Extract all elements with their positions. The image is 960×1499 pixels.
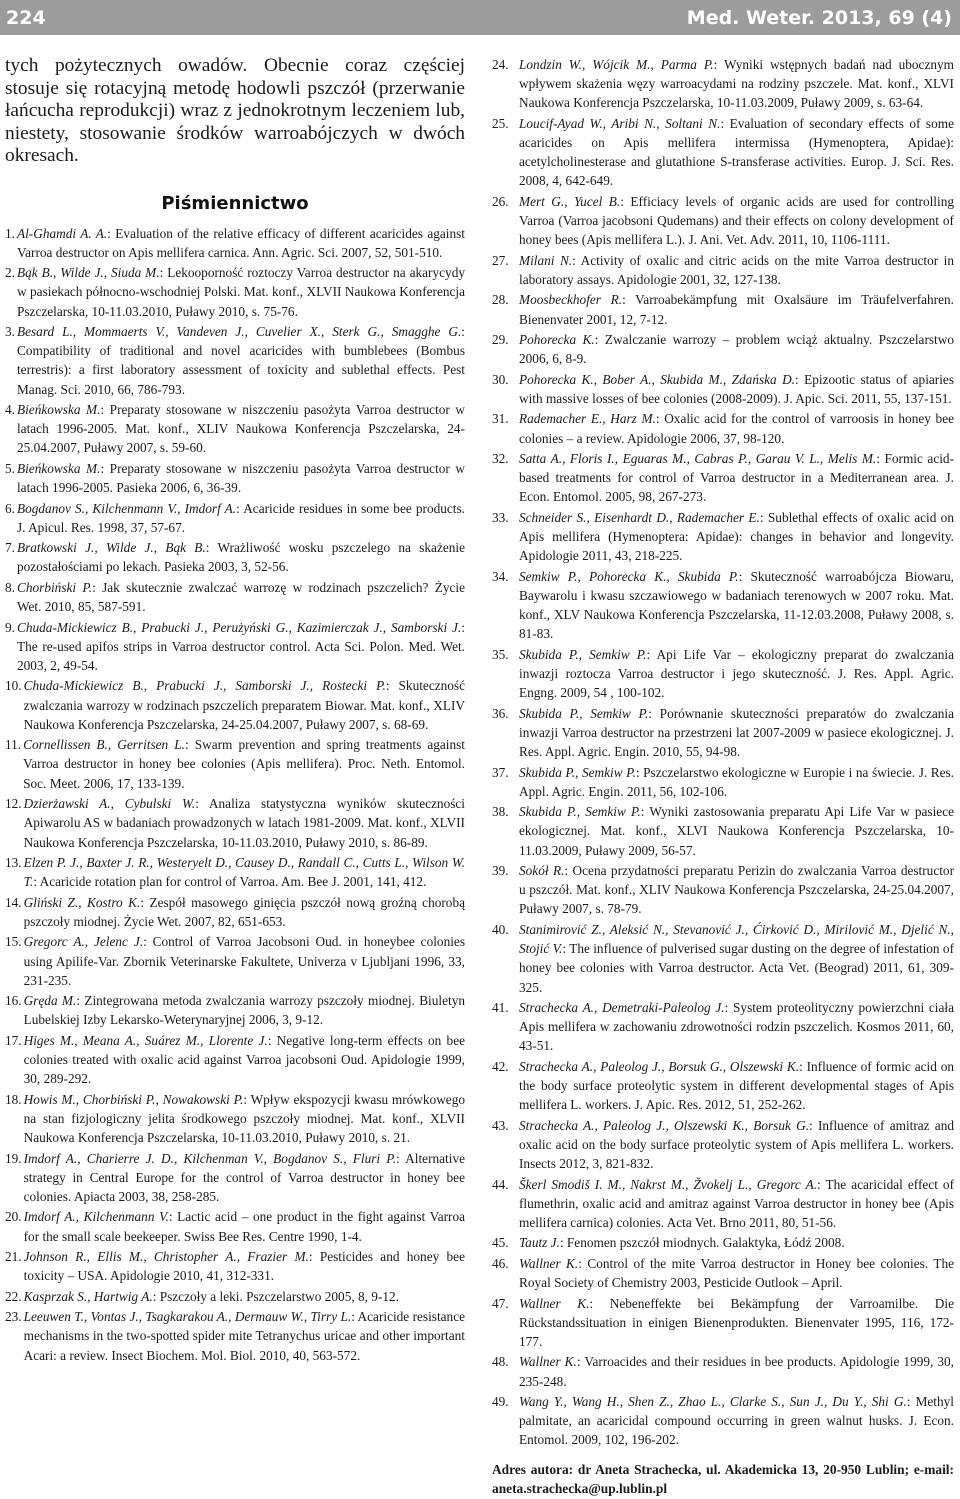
reference-text: : Zespół masowego ginięcia pszczół nową groźną chorobą pszczoły miodnej. Życie Wet. 2007, 82, 651-653. — [23, 894, 465, 929]
reference-authors: Moosbeckhofer R. — [519, 292, 623, 308]
reference-authors: Chuda-Mickiewicz B., Prabucki J., Perużyński G., Kazimierczak J., Samborski J. — [16, 619, 462, 635]
reference-number: 39. — [492, 863, 509, 879]
reference-number: 21. — [5, 1249, 22, 1265]
reference-body — [24, 1287, 465, 1306]
reference-text: : Wpływ ekspozycji kwasu mrówkowego na stan fizjologiczny jelita środkowego pszczoły miodnej. Mat. konf., XLVII Naukowa Konferencja Pszczelarska, 10-11.03.2010, Puławy 2010, s. 21. — [23, 1091, 466, 1146]
reference-text: : Formic acid-based treatments for control of Varroa destructor in a Mediterranean area. J. Econ. Entomol. 2005, 98, 267-273. — [519, 451, 955, 505]
reference-authors: Stanimirović Z., Aleksić N., Stevanović J., Ćirković D., Mirilović M., Djelić N., Stojić V. — [519, 921, 954, 957]
reference-item — [492, 1175, 954, 1233]
reference-body — [24, 794, 465, 852]
reference-item — [492, 409, 954, 447]
reference-authors: Rademacher E., Harz M. — [519, 411, 656, 427]
reference-list-right — [492, 55, 954, 1450]
reference-body — [519, 251, 954, 289]
reference-text: : Methyl palmitate, an acaricidal compound occurring in green walnut husks. J. Econ. Entomol. 2009, 102, 196-202. — [519, 1394, 954, 1448]
reference-authors: Bieńkowska M. — [16, 402, 101, 418]
reference-item — [5, 1247, 465, 1285]
reference-authors: Kasprzak S., Hartwig A. — [23, 1288, 153, 1304]
reference-body — [519, 645, 954, 703]
reference-authors: Wang Y., Wang H., Shen Z., Zhao L., Clarke S., Sun J., Du Y., Shi G. — [519, 1394, 907, 1410]
reference-authors: Bieńkowska M. — [16, 460, 101, 476]
reference-body — [519, 1116, 954, 1174]
reference-text: : Porównanie skuteczności preparatów do zwalczania inwazji Varroa destructor na przestrzeni lat 2007-2009 w pasiece ekologicznej. J. Res. Appl. Agric. Engin. 2010, 55, 94-98. — [519, 705, 954, 760]
reference-text: : Efficiacy levels of organic acids are used for controlling Varroa (Varroa jacobsoni Qudemans) and their effects on colony development of honey bees (Apis mellifera L.). J. Ani. Vet. Adv. 2011, 10, 1106-1111. — [519, 193, 954, 248]
reference-number: 5. — [5, 460, 15, 476]
reference-text: : Negative long-term effects on bee colonies treated with oxalic acid against Varroa jacobsoni Oud. Apidologie 1999, 30, 289-292. — [23, 1032, 465, 1087]
reference-item — [5, 735, 465, 793]
reference-text: : Acaricide rotation plan for control of Varroa. Am. Bee J. 2001, 141, 412. — [33, 874, 427, 890]
reference-number: 24. — [492, 57, 509, 72]
reference-number: 30. — [492, 371, 509, 387]
reference-number: 37. — [492, 764, 509, 780]
reference-authors: Skubida P., Semkiw P. — [519, 646, 647, 662]
reference-number: 40. — [492, 921, 509, 937]
reference-authors: Loucif-Ayad W., Aribi N., Soltani N. — [519, 115, 721, 131]
reference-text: : Zintegrowana metoda zwalczania warrozy pszczoły miodnej. Biuletyn Lubelskiej Izby Lekarsko-Weterynaryjnej 2006, 3, 9-12. — [23, 993, 465, 1028]
reference-item — [5, 991, 465, 1029]
reference-item — [5, 1031, 465, 1089]
reference-authors: Strachecka A., Demetraki-Paleolog J. — [519, 1000, 725, 1015]
reference-authors: Dzierżawski A., Cybulski W. — [23, 796, 196, 812]
reference-item — [492, 763, 954, 801]
reference-item — [492, 55, 954, 113]
reference-authors: Al-Ghamdi A. A. — [16, 225, 108, 241]
reference-text: : Sublethal effects of oxalic acid on Apis mellifera (Hymenoptera: Apidae): changes in behavior and longevity. Apidologie 2011, 43, 218-225. — [519, 509, 954, 564]
reference-number: 27. — [492, 252, 509, 268]
reference-authors: Higes M., Meana A., Suárez M., Llorente J. — [23, 1032, 268, 1048]
reference-item — [492, 1116, 954, 1174]
reference-number: 12. — [5, 796, 22, 812]
reference-authors: Chuda-Mickiewicz B., Prabucki J., Samborski J., Rostecki P. — [23, 678, 386, 694]
reference-body — [519, 114, 954, 191]
reference-body — [519, 920, 954, 997]
reference-authors: Wallner K. — [519, 1295, 590, 1311]
reference-text: : The re-used apifos strips in Varroa destructor control. Acta Sci. Polon. Med. Wet. 2003, 2, 49-54. — [16, 619, 465, 673]
reference-number: 14. — [5, 894, 22, 910]
reference-authors: Bąk B., Wilde J., Siuda M. — [16, 265, 160, 281]
reference-body — [519, 330, 954, 368]
reference-item — [5, 578, 465, 616]
reference-body — [519, 1057, 954, 1115]
reference-text: : Compatibility of traditional and novel acaricides with bumblebees (Bombus terrestris): a first laboratory assessment of toxicity and sublethal effects. Pest Manag. Sci. 2010, 66, 786-793. — [16, 324, 465, 397]
reference-authors: Bratkowski J., Wilde J., Bąk B. — [16, 540, 206, 556]
reference-number: 42. — [492, 1058, 509, 1074]
reference-number: 49. — [492, 1394, 509, 1410]
reference-item — [492, 1294, 954, 1352]
reference-item — [492, 370, 954, 408]
reference-text: : Influence of formic acid on the body surface proteolytic system in different developmental stages of Apis mellifera L. workers. J. Apic. Res. 2012, 51, 252-262. — [519, 1058, 954, 1113]
reference-item — [5, 224, 465, 262]
reference-number: 43. — [492, 1117, 509, 1133]
reference-item — [5, 459, 465, 497]
reference-item — [492, 1254, 954, 1292]
reference-item — [5, 932, 465, 990]
reference-authors: Sokół R. — [519, 863, 565, 879]
reference-body — [519, 290, 954, 328]
reference-item — [492, 251, 954, 289]
reference-item — [492, 998, 954, 1056]
reference-authors: Chorbiński P. — [16, 579, 93, 595]
reference-item — [5, 676, 465, 734]
reference-body — [24, 1207, 465, 1245]
reference-authors: Bogdanov S., Kilchenmann V., Imdorf A. — [16, 500, 237, 516]
reference-authors: Londzin W., Wójcik M., Parma P. — [519, 57, 714, 72]
reference-list-left — [5, 224, 465, 1365]
reference-number: 7. — [5, 540, 15, 556]
reference-item — [5, 1090, 465, 1148]
reference-authors: Wallner K. — [519, 1354, 577, 1370]
reference-item — [492, 290, 954, 328]
reference-body — [519, 1392, 954, 1450]
reference-text: : Nebeneffekte bei Bekämpfung der Varroamilbe. Die Rückstandssituation in einigen Bienenprodukten. Bienenvater 1995, 116, 172-177. — [519, 1295, 954, 1349]
reference-text: : Wyniki wstępnych badań nad ubocznym wpływem skażenia węzy warroacydami na rodziny pszczele. Mat. konf., XLVI Naukowa Konferencja Pszczelarska, 10-11.03.2009, Puławy 2009, s. 63-64. — [519, 57, 954, 111]
reference-number: 4. — [5, 402, 15, 418]
reference-number: 33. — [492, 509, 509, 525]
reference-text: : Oxalic acid for the control of varroosis in honey bee colonies – a review. Apidologie 2006, 37, 98-120. — [519, 411, 954, 446]
reference-number: 31. — [492, 411, 509, 427]
reference-number: 35. — [492, 646, 509, 662]
reference-item — [5, 1307, 465, 1365]
reference-text: : Acaricide resistance mechanisms in the two-spotted spider mite Tetranychus uricae and other important Acari: a review. Insect Biochem. Mol. Biol. 2010, 40, 563-572. — [23, 1309, 465, 1363]
right-column — [492, 55, 954, 1499]
reference-body — [519, 1233, 954, 1252]
reference-item — [5, 1207, 465, 1245]
reference-authors: Skubida P., Semkiw P. — [519, 804, 641, 820]
reference-authors: Pohorecka K. — [519, 332, 595, 348]
reference-body — [519, 998, 954, 1056]
reference-authors: Besard L., Mommaerts V., Vandeven J., Cuvelier X., Sterk G., Smagghe G. — [16, 324, 462, 340]
reference-text: : Zwalczanie warrozy – problem wciąż aktualny. Pszczelarstwo 2006, 6, 8-9. — [519, 332, 955, 367]
reference-body — [24, 991, 465, 1029]
reference-body — [519, 508, 954, 566]
reference-item — [5, 1149, 465, 1207]
reference-text: : The acaricidal effect of flumethrin, oxalic acid and amitraz against Varroa destructor in honey bee (Apis mellifera carnica) colonies. Acta Vet. Brno 2011, 80, 51-56. — [519, 1176, 954, 1230]
reference-body — [17, 224, 465, 262]
reference-number: 1. — [5, 225, 15, 241]
reference-number: 36. — [492, 705, 509, 721]
reference-body — [519, 1254, 954, 1292]
reference-number: 47. — [492, 1295, 509, 1311]
reference-authors: Wallner K. — [519, 1255, 579, 1271]
reference-number: 45. — [492, 1235, 509, 1251]
reference-authors: Skubida P., Semkiw P. — [519, 764, 636, 780]
reference-authors: Satta A., Floris I., Eguaras M., Cabras P., Garau V. L., Melis M. — [519, 451, 877, 467]
reference-text: : Swarm prevention and spring treatments against Varroa destructor in honey bee colonies (Apis mellifera). Proc. Neth. Entomol. Soc. Meet. 2006, 17, 133-139. — [23, 737, 465, 791]
reference-number: 18. — [5, 1091, 22, 1107]
reference-text: : Analiza statystyczna wyników skuteczności Apiwarolu AS w badaniach prowadzonych w latach 1981-2009. Mat. konf., XLVII Naukowa Konferencja Pszczelarska, 10-11.03.2010, Puławy 2010, s. 86-89. — [23, 796, 465, 850]
reference-body — [24, 1247, 465, 1285]
reference-body — [17, 618, 465, 676]
reference-number: 20. — [5, 1209, 22, 1225]
reference-item — [5, 853, 465, 891]
reference-text: : Skuteczność warroabójcza Biowaru, Baywarolu i kwasu szczawiowego w badaniach terenowych w 2007 roku. Mat. konf., XLV Naukowa Konferencja Pszczelarska, 11-12.03.2008, Puławy 2008, s. 81-83. — [519, 568, 954, 642]
reference-body — [519, 802, 954, 860]
reference-item — [492, 1233, 954, 1252]
reference-number: 3. — [5, 324, 15, 340]
reference-item — [5, 499, 465, 537]
reference-authors: Strachecka A., Paleolog J., Borsuk G., Olszewski K. — [519, 1058, 800, 1074]
reference-number: 23. — [5, 1309, 22, 1325]
reference-text: : Evaluation of the relative efficacy of different acaricides against Varroa destructor on Apis mellifera carnica. Ann. Agric. Sci. 2007, 52, 501-510. — [16, 225, 466, 260]
intro-paragraph: tych pożytecznych owadów. Obecnie coraz częściej stosuje się rotacyjną metodę hodowli pszczół (przerwanie łańcucha reprodukcji) wraz z jednokrotnym leczeniem lub, niestety, stosowanie środków warroabójczych w dwóch okresach. — [5, 55, 465, 166]
reference-text: : Control of Varroa Jacobsoni Oud. in honeybee colonies using Apilife-Var. Zbornik Veterinarske Fakultete, Univerza v Ljubljani 1996, 33, 231-235. — [23, 934, 465, 988]
reference-body — [519, 449, 954, 507]
reference-item — [5, 400, 465, 458]
reference-body — [519, 861, 954, 919]
reference-text: : Preparaty stosowane w niszczeniu pasożyta Varroa destructor w latach 1996-2005. Mat. konf., XLIV Naukowa Konferencja Pszczelarska, 24-25.04.2007, Puławy 2007, s. 59-60. — [16, 402, 465, 456]
reference-number: 16. — [5, 993, 22, 1009]
reference-authors: Semkiw P., Pohorecka K., Skubida P. — [519, 568, 739, 584]
reference-body — [519, 409, 954, 447]
reference-number: 8. — [5, 579, 15, 595]
reference-authors: Gliński Z., Kostro K. — [23, 894, 141, 910]
reference-authors: Škerl Smodiš I. M., Nakrst M., Žvokelj L., Gregorc A. — [519, 1176, 818, 1192]
reference-text: : Varroabekämpfung mit Oxalsäure im Träufelverfahren. Bienenvater 2001, 12, 7-12. — [519, 292, 954, 327]
reference-body — [17, 578, 465, 616]
reference-text: : Varroacides and their residues in bee products. Apidologie 1999, 30, 235-248. — [519, 1354, 954, 1389]
reference-number: 38. — [492, 804, 509, 820]
reference-body — [23, 735, 465, 793]
reference-text: : Acaricide residues in some bee products. J. Apicul. Res. 1998, 37, 57-67. — [16, 500, 465, 535]
reference-authors: Gregorc A., Jelenc J. — [23, 934, 144, 950]
reference-number: 46. — [492, 1255, 509, 1271]
reference-text: : Api Life Var – ekologiczny preparat do zwalczania inwazji roztocza Varroa destructor i jego skuteczność. J. Res. Appl. Agric. Engng. 2009, 54 , 100-102. — [519, 646, 955, 701]
reference-text: : Ocena przydatności preparatu Perizin do zwalczania Varroa destructor u pszczół. Mat. konf., XLIV Naukowa Konferencja Pszczelarska, 24-25.04.2007, Puławy 2007, s. 78-79. — [519, 863, 955, 917]
reference-text: : Lactic acid – one product in the fight against Varroa for the small scale beekeeper. Swiss Bee Res. Centre 1990, 1-4. — [23, 1209, 466, 1244]
reference-number: 41. — [492, 1000, 509, 1015]
reference-item — [492, 920, 954, 997]
reference-text: : Activity of oxalic and citric acids on the mite Varroa destructor in laboratory assays. Apidologie 2001, 32, 127-138. — [519, 252, 954, 287]
reference-body — [24, 932, 465, 990]
reference-item — [492, 1352, 954, 1390]
reference-body — [24, 1090, 465, 1148]
reference-item — [5, 263, 465, 321]
reference-authors: Mert G., Yucel B. — [519, 193, 621, 209]
reference-text: : Alternative strategy in Central Europe for the control of Varroa destructor in honey bee colonies. Apiacta 2003, 38, 258-285. — [23, 1150, 465, 1204]
section-title: Piśmiennictwo — [161, 192, 309, 214]
reference-text: : Lekooporność roztoczy Varroa destructor na akarycydy w pasiekach północno-wschodniej Polski. Mat. konf., XLVII Naukowa Konferencja Pszczelarska, 10-11.03.2010, Puławy 2010, s. 75-76. — [16, 265, 465, 319]
reference-number: 11. — [5, 737, 22, 753]
reference-item — [5, 538, 465, 576]
reference-text: : Pszczoły a leki. Pszczelarstwo 2005, 8, 9-12. — [152, 1288, 399, 1304]
reference-authors: Imdorf A., Charierre J. D., Kilchenman V., Bogdanov S., Fluri P. — [23, 1150, 397, 1166]
reference-text: : Fenomen pszczół miodnych. Galaktyka, Łódź 2008. — [559, 1235, 845, 1251]
reference-text: : Wrażliwość wosku pszczelego na skażenie pozostałościami po lekach. Pasieka 2003, 3, 52-56. — [16, 540, 465, 575]
reference-authors: Milani N. — [519, 252, 573, 268]
reference-text: : Pesticides and honey bee toxicity – USA. Apidologie 2010, 41, 312-331. — [23, 1249, 465, 1284]
reference-number: 29. — [492, 332, 509, 348]
reference-item — [5, 893, 465, 931]
reference-item — [492, 704, 954, 762]
reference-authors: Strachecka A., Paleolog J., Olszewski K., Borsuk G. — [519, 1117, 810, 1133]
reference-body — [519, 704, 954, 762]
left-column — [5, 55, 465, 1366]
reference-authors: Gręda M. — [23, 993, 77, 1009]
author-address: Adres autora: dr Aneta Strachecka, ul. Akademicka 13, 20-950 Lublin; e-mail: aneta.strachecka@up.lublin.pl — [492, 1461, 954, 1497]
reference-body — [519, 1175, 954, 1233]
reference-body — [24, 893, 465, 931]
reference-authors: Schneider S., Eisenhardt D., Rademacher E. — [519, 509, 760, 525]
reference-authors: Pohorecka K., Bober A., Skubida M., Zdańska D. — [519, 371, 796, 387]
reference-number: 10. — [5, 678, 22, 694]
reference-number: 25. — [492, 115, 509, 131]
reference-body — [24, 853, 465, 891]
reference-number: 2. — [5, 265, 15, 281]
reference-body — [24, 1149, 465, 1207]
reference-body — [17, 459, 465, 497]
reference-body — [519, 567, 954, 644]
reference-number: 26. — [492, 193, 509, 209]
reference-body — [519, 192, 954, 250]
reference-number: 44. — [492, 1176, 509, 1192]
reference-number: 34. — [492, 568, 509, 584]
reference-number: 6. — [5, 500, 15, 516]
reference-number: 9. — [5, 619, 15, 635]
reference-text: : Preparaty stosowane w niszczeniu pasożyta Varroa destructor w latach 1996-2005. Pasieka 2006, 6, 36-39. — [16, 460, 465, 496]
reference-number: 48. — [492, 1354, 509, 1370]
reference-body — [24, 1307, 465, 1365]
reference-authors: Imdorf A., Kilchenmann V. — [23, 1209, 169, 1225]
reference-body — [519, 1294, 954, 1352]
reference-item — [492, 1392, 954, 1450]
reference-item — [492, 192, 954, 250]
reference-body — [519, 370, 954, 408]
reference-text: : Skuteczność zwalczania warrozy w rodzinach pszczelich preparatem Biowar. Mat. konf., XLIV Naukowa Konferencja Pszczelarska, 24-25.04.2007, Puławy 2007, s. 68-69. — [23, 678, 466, 732]
reference-number: 13. — [5, 855, 22, 870]
reference-item — [5, 794, 465, 852]
reference-text: : Jak skutecznie zwalczać warrozę w rodzinach pszczelich? Życie Wet. 2010, 85, 587-591. — [16, 579, 465, 615]
reference-body — [519, 55, 954, 113]
reference-item — [5, 618, 465, 676]
reference-body — [17, 499, 465, 537]
page-header — [0, 0, 960, 35]
reference-item — [492, 861, 954, 919]
reference-number: 17. — [5, 1032, 22, 1048]
reference-body — [17, 400, 465, 458]
reference-item — [492, 330, 954, 368]
page-number: 224 — [6, 7, 46, 29]
reference-text: : System proteolityczny powierzchni ciała Apis mellifera w zachowaniu zdrowotności rodzin pszczelich. Kosmos 2011, 60, 43-51. — [519, 1000, 954, 1054]
reference-body — [17, 263, 465, 321]
reference-item — [492, 449, 954, 507]
reference-body — [17, 322, 465, 399]
reference-item — [5, 322, 465, 399]
reference-text: : Wyniki zastosowania preparatu Api Life Var w pasiece ekologicznej. Mat. konf., XLVI Naukowa Konferencja Pszczelarska, 10-11.03.2009, Puławy 2009, 56-57. — [519, 804, 955, 858]
reference-authors: Elzen P. J., Baxter J. R., Westeryelt D., Causey D., Randall C., Cutts L., Wilson W. T. — [23, 855, 465, 890]
journal-citation: Med. Weter. 2013, 69 (4) — [686, 7, 952, 29]
reference-body — [519, 1352, 954, 1390]
reference-item — [492, 802, 954, 860]
reference-number: 22. — [5, 1288, 22, 1304]
reference-text: : Pszczelarstwo ekologiczne w Europie i na świecie. J. Res. Appl. Agric. Engin. 2011, 56, 102-106. — [519, 764, 955, 799]
reference-text: : The influence of pulverised sugar dusting on the degree of infestation of honey bee colonies with Varroa destructor. Acta Vet. (Beograd) 2011, 61, 309-325. — [519, 941, 954, 995]
reference-body — [24, 676, 465, 734]
reference-item — [492, 508, 954, 566]
reference-body — [24, 1031, 465, 1089]
reference-authors: Tautz J. — [519, 1235, 560, 1251]
reference-authors: Howis M., Chorbiński P., Nowakowski P. — [23, 1091, 244, 1107]
reference-authors: Skubida P., Semkiw P. — [519, 705, 649, 721]
reference-item — [5, 1287, 465, 1306]
reference-text: : Control of the mite Varroa destructor in Honey bee colonies. The Royal Society of Chemistry 2003, Pesticide Outlook – April. — [519, 1255, 954, 1291]
reference-body — [519, 763, 954, 801]
reference-authors: Cornellissen B., Gerritsen L. — [23, 737, 185, 753]
reference-item — [492, 114, 954, 191]
reference-number: 19. — [5, 1150, 22, 1166]
reference-authors: Leeuwen T., Vontas J., Tsagkarakou A., Dermauw W., Tirry L. — [23, 1309, 352, 1325]
reference-text: : Influence of amitraz and oxalic acid on the body surface proteolytic system of Apis mellifera L. workers. Insects 2012, 3, 821-832. — [519, 1117, 954, 1172]
reference-number: 32. — [492, 451, 509, 467]
reference-number: 28. — [492, 292, 509, 308]
reference-item — [492, 567, 954, 644]
reference-item — [492, 1057, 954, 1115]
reference-text: : Evaluation of secondary effects of some acaricides on Apis mellifera intermissa (Hymenoptera, Apidae): acetylcholinesterase and glutathione S-transferase activities. Europ. J. Sci. Res. 2008, 4, 642-649. — [519, 115, 954, 189]
reference-authors: Johnson R., Ellis M., Christopher A., Frazier M. — [23, 1249, 309, 1265]
reference-number: 15. — [5, 934, 22, 950]
reference-text: : Epizootic status of apiaries with massive losses of bee colonies (2008-2009). J. Apic. Sci. 2011, 55, 137-151. — [519, 371, 954, 406]
reference-body — [17, 538, 465, 576]
reference-item — [492, 645, 954, 703]
